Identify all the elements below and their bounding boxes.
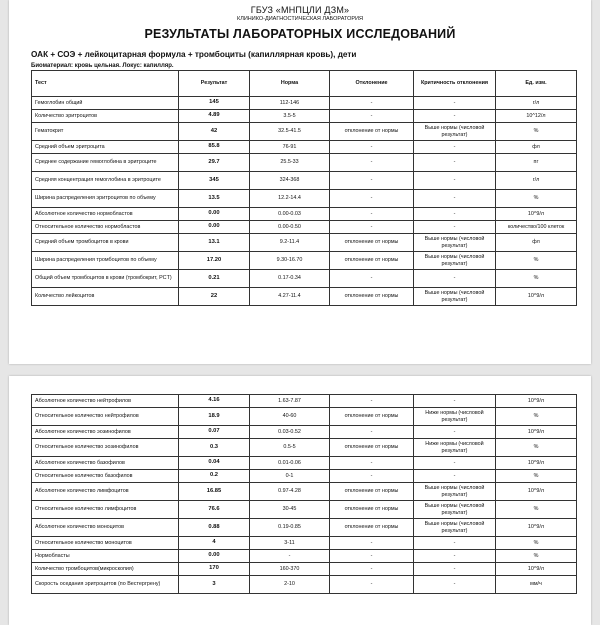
cell-norm: 12.2-14.4 xyxy=(250,190,330,208)
cell-result: 29.7 xyxy=(179,154,250,172)
cell-test: Нормобласты xyxy=(32,550,179,563)
cell-deviation: - xyxy=(330,576,414,594)
table-row xyxy=(32,252,577,270)
cell-unit: 10^12/л xyxy=(496,110,577,123)
cell-norm: 0-1 xyxy=(250,470,330,483)
cell-norm: 0.97-4.28 xyxy=(250,483,330,501)
cell-test: Относительное количество базофилов xyxy=(32,470,179,483)
cell-norm: 0.19-0.85 xyxy=(250,519,330,537)
cell-norm: 9.30-16.70 xyxy=(250,252,330,270)
cell-norm: 0.00-0.50 xyxy=(250,221,330,234)
cell-result: 0.88 xyxy=(179,519,250,537)
cell-norm: 40-60 xyxy=(250,408,330,426)
cell-result: 145 xyxy=(179,97,250,110)
results-table-page-2 xyxy=(31,394,577,594)
table-row xyxy=(32,123,577,141)
cell-test: Средняя концентрация гемоглобина в эритроците xyxy=(32,172,179,190)
table-row xyxy=(32,288,577,306)
results-table-page-1 xyxy=(31,70,577,306)
table-row xyxy=(32,501,577,519)
cell-unit: 10^9/л xyxy=(496,426,577,439)
cell-test: Гематокрит xyxy=(32,123,179,141)
cell-deviation: отклонение от нормы xyxy=(330,234,414,252)
cell-unit: 10^9/л xyxy=(496,395,577,408)
report-title: РЕЗУЛЬТАТЫ ЛАБОРАТОРНЫХ ИССЛЕДОВАНИЙ xyxy=(144,27,456,41)
cell-deviation: отклонение от нормы xyxy=(330,501,414,519)
cell-criticality: Выше нормы (числовой результат) xyxy=(414,483,496,501)
cell-result: 4.16 xyxy=(179,395,250,408)
cell-result: 0.04 xyxy=(179,457,250,470)
cell-criticality: - xyxy=(414,470,496,483)
cell-criticality: - xyxy=(414,457,496,470)
cell-unit: 10^9/л xyxy=(496,457,577,470)
cell-result: 17.20 xyxy=(179,252,250,270)
cell-deviation: - xyxy=(330,457,414,470)
cell-result: 76.6 xyxy=(179,501,250,519)
cell-unit: % xyxy=(496,439,577,457)
cell-test: Общий объем тромбоцитов в крови (тромбокрит, PCT) xyxy=(32,270,179,288)
cell-result: 13.1 xyxy=(179,234,250,252)
cell-criticality: - xyxy=(414,97,496,110)
cell-criticality: - xyxy=(414,172,496,190)
cell-result: 170 xyxy=(179,563,250,576)
cell-test: Средний объем тромбоцитов в крови xyxy=(32,234,179,252)
table-row xyxy=(32,576,577,594)
cell-result: 42 xyxy=(179,123,250,141)
cell-deviation: - xyxy=(330,110,414,123)
cell-norm: 2-10 xyxy=(250,576,330,594)
table-row xyxy=(32,426,577,439)
cell-criticality: - xyxy=(414,190,496,208)
cell-test: Ширина распределения эритроцитов по объему xyxy=(32,190,179,208)
table-header-row xyxy=(32,71,577,97)
cell-criticality: - xyxy=(414,537,496,550)
table-row xyxy=(32,457,577,470)
cell-norm: 1.63-7.87 xyxy=(250,395,330,408)
cell-unit: % xyxy=(496,252,577,270)
cell-result: 4.89 xyxy=(179,110,250,123)
laboratory-name: КЛИНИКО-ДИАГНОСТИЧЕСКАЯ ЛАБОРАТОРИЯ xyxy=(237,16,363,22)
cell-unit: 10^9/л xyxy=(496,208,577,221)
cell-result: 345 xyxy=(179,172,250,190)
cell-unit: г/л xyxy=(496,172,577,190)
cell-deviation: - xyxy=(330,208,414,221)
cell-test: Относительное количество нейтрофилов xyxy=(32,408,179,426)
cell-result: 0.00 xyxy=(179,208,250,221)
cell-deviation: - xyxy=(330,537,414,550)
biomaterial-info: Биоматериал: кровь цельная. Локус: капилляр. xyxy=(31,63,174,69)
table-row xyxy=(32,221,577,234)
cell-unit: % xyxy=(496,501,577,519)
table-row xyxy=(32,550,577,563)
cell-test: Абсолютное количество эозинофилов xyxy=(32,426,179,439)
cell-norm: 4.27-11.4 xyxy=(250,288,330,306)
cell-unit: 10^9/л xyxy=(496,288,577,306)
column-header-deviation: Отклонение xyxy=(330,71,414,97)
cell-deviation: - xyxy=(330,141,414,154)
cell-criticality: Ниже нормы (числовой результат) xyxy=(414,439,496,457)
cell-norm: 0.00-0.03 xyxy=(250,208,330,221)
cell-criticality: Выше нормы (числовой результат) xyxy=(414,288,496,306)
cell-norm: 32.5-41.5 xyxy=(250,123,330,141)
cell-unit: 10^9/л xyxy=(496,519,577,537)
table-row xyxy=(32,439,577,457)
cell-criticality: - xyxy=(414,110,496,123)
table-row xyxy=(32,97,577,110)
cell-unit: % xyxy=(496,537,577,550)
cell-test: Количество тромбоцитов(микроскопия) xyxy=(32,563,179,576)
table-row xyxy=(32,172,577,190)
cell-deviation: - xyxy=(330,395,414,408)
cell-deviation: отклонение от нормы xyxy=(330,483,414,501)
cell-result: 16.85 xyxy=(179,483,250,501)
cell-unit: % xyxy=(496,550,577,563)
cell-test: Количество эритроцитов xyxy=(32,110,179,123)
cell-norm: 30-45 xyxy=(250,501,330,519)
cell-test: Средний объем эритроцита xyxy=(32,141,179,154)
cell-deviation: отклонение от нормы xyxy=(330,519,414,537)
cell-norm: 324-368 xyxy=(250,172,330,190)
cell-result: 22 xyxy=(179,288,250,306)
cell-result: 0.07 xyxy=(179,426,250,439)
cell-unit: % xyxy=(496,123,577,141)
cell-criticality: Выше нормы (числовой результат) xyxy=(414,501,496,519)
cell-result: 0.21 xyxy=(179,270,250,288)
cell-result: 0.00 xyxy=(179,550,250,563)
cell-deviation: отклонение от нормы xyxy=(330,123,414,141)
cell-test: Ширина распределения тромбоцитов по объему xyxy=(32,252,179,270)
cell-result: 4 xyxy=(179,537,250,550)
cell-deviation: - xyxy=(330,97,414,110)
cell-norm: 9.2-11.4 xyxy=(250,234,330,252)
table-row xyxy=(32,408,577,426)
table-row xyxy=(32,483,577,501)
cell-criticality: Выше нормы (числовой результат) xyxy=(414,234,496,252)
cell-norm: 112-146 xyxy=(250,97,330,110)
cell-deviation: отклонение от нормы xyxy=(330,288,414,306)
cell-norm: 3.5-5 xyxy=(250,110,330,123)
cell-test: Относительное количество лимфоцитов xyxy=(32,501,179,519)
cell-deviation: - xyxy=(330,470,414,483)
table-row xyxy=(32,154,577,172)
table-row xyxy=(32,110,577,123)
cell-deviation: - xyxy=(330,550,414,563)
column-header-test: Тест xyxy=(32,71,179,97)
table-row xyxy=(32,537,577,550)
cell-unit: количество/100 клеток xyxy=(496,221,577,234)
cell-unit: фл xyxy=(496,234,577,252)
column-header-norm: Норма xyxy=(250,71,330,97)
cell-test: Относительное количество эозинофилов xyxy=(32,439,179,457)
cell-unit: 10^9/л xyxy=(496,563,577,576)
cell-deviation: - xyxy=(330,172,414,190)
cell-test: Абсолютное количество лимфоцитов xyxy=(32,483,179,501)
cell-criticality: - xyxy=(414,550,496,563)
table-row xyxy=(32,190,577,208)
study-name: ОАК + СОЭ + лейкоцитарная формула + тромбоциты (капиллярная кровь), дети xyxy=(31,50,357,59)
cell-criticality: Выше нормы (числовой результат) xyxy=(414,252,496,270)
cell-norm: 0.01-0.06 xyxy=(250,457,330,470)
table-row xyxy=(32,141,577,154)
cell-test: Среднее содержание гемоглобина в эритроците xyxy=(32,154,179,172)
cell-criticality: - xyxy=(414,426,496,439)
cell-criticality: - xyxy=(414,141,496,154)
cell-criticality: - xyxy=(414,221,496,234)
column-header-result: Результат xyxy=(179,71,250,97)
cell-unit: мм/ч xyxy=(496,576,577,594)
cell-test: Гемоглобин общий xyxy=(32,97,179,110)
cell-deviation: - xyxy=(330,563,414,576)
cell-criticality: - xyxy=(414,208,496,221)
cell-unit: 10^9/л xyxy=(496,483,577,501)
cell-test: Абсолютное количество нормобластов xyxy=(32,208,179,221)
cell-test: Относительное количество моноцитов xyxy=(32,537,179,550)
cell-result: 0.3 xyxy=(179,439,250,457)
table-row xyxy=(32,395,577,408)
cell-criticality: - xyxy=(414,395,496,408)
cell-deviation: - xyxy=(330,154,414,172)
column-header-criticality: Критичность отклонения xyxy=(414,71,496,97)
cell-deviation: - xyxy=(330,190,414,208)
cell-result: 0.2 xyxy=(179,470,250,483)
cell-criticality: - xyxy=(414,576,496,594)
cell-deviation: отклонение от нормы xyxy=(330,408,414,426)
cell-norm: 0.03-0.52 xyxy=(250,426,330,439)
cell-test: Абсолютное количество моноцитов xyxy=(32,519,179,537)
cell-unit: г/л xyxy=(496,97,577,110)
cell-test: Абсолютное количество базофилов xyxy=(32,457,179,470)
cell-result: 85.8 xyxy=(179,141,250,154)
cell-unit: пг xyxy=(496,154,577,172)
table-row xyxy=(32,234,577,252)
cell-result: 0.00 xyxy=(179,221,250,234)
cell-test: Количество лейкоцитов xyxy=(32,288,179,306)
table-row xyxy=(32,519,577,537)
table-row xyxy=(32,208,577,221)
table-row xyxy=(32,470,577,483)
cell-test: Относительное количество нормобластов xyxy=(32,221,179,234)
cell-unit: % xyxy=(496,408,577,426)
table-row xyxy=(32,563,577,576)
report-page-1 xyxy=(9,0,591,364)
cell-unit: % xyxy=(496,270,577,288)
cell-criticality: Выше нормы (числовой результат) xyxy=(414,519,496,537)
cell-criticality: - xyxy=(414,154,496,172)
cell-unit: % xyxy=(496,470,577,483)
cell-norm: 76-91 xyxy=(250,141,330,154)
cell-norm: 3-11 xyxy=(250,537,330,550)
cell-test: Абсолютное количество нейтрофилов xyxy=(32,395,179,408)
cell-norm: 0.17-0.34 xyxy=(250,270,330,288)
cell-deviation: отклонение от нормы xyxy=(330,252,414,270)
cell-result: 13.5 xyxy=(179,190,250,208)
table-row xyxy=(32,270,577,288)
cell-criticality: Ниже нормы (числовой результат) xyxy=(414,408,496,426)
organization-name: ГБУЗ «МНПЦЛИ ДЗМ» xyxy=(250,5,350,15)
cell-norm: 160-370 xyxy=(250,563,330,576)
cell-norm: 25.5-33 xyxy=(250,154,330,172)
cell-deviation: - xyxy=(330,270,414,288)
cell-unit: фл xyxy=(496,141,577,154)
cell-result: 18.9 xyxy=(179,408,250,426)
cell-test: Скорость оседания эритроцитов (по Вестергрену) xyxy=(32,576,179,594)
cell-criticality: - xyxy=(414,270,496,288)
cell-deviation: - xyxy=(330,426,414,439)
cell-criticality: - xyxy=(414,563,496,576)
report-page-2 xyxy=(9,376,591,625)
cell-norm: - xyxy=(250,550,330,563)
cell-deviation: отклонение от нормы xyxy=(330,439,414,457)
cell-norm: 0.5-5 xyxy=(250,439,330,457)
column-header-unit: Ед. изм. xyxy=(496,71,577,97)
cell-result: 3 xyxy=(179,576,250,594)
cell-unit: % xyxy=(496,190,577,208)
cell-deviation: - xyxy=(330,221,414,234)
cell-criticality: Выше нормы (числовой результат) xyxy=(414,123,496,141)
